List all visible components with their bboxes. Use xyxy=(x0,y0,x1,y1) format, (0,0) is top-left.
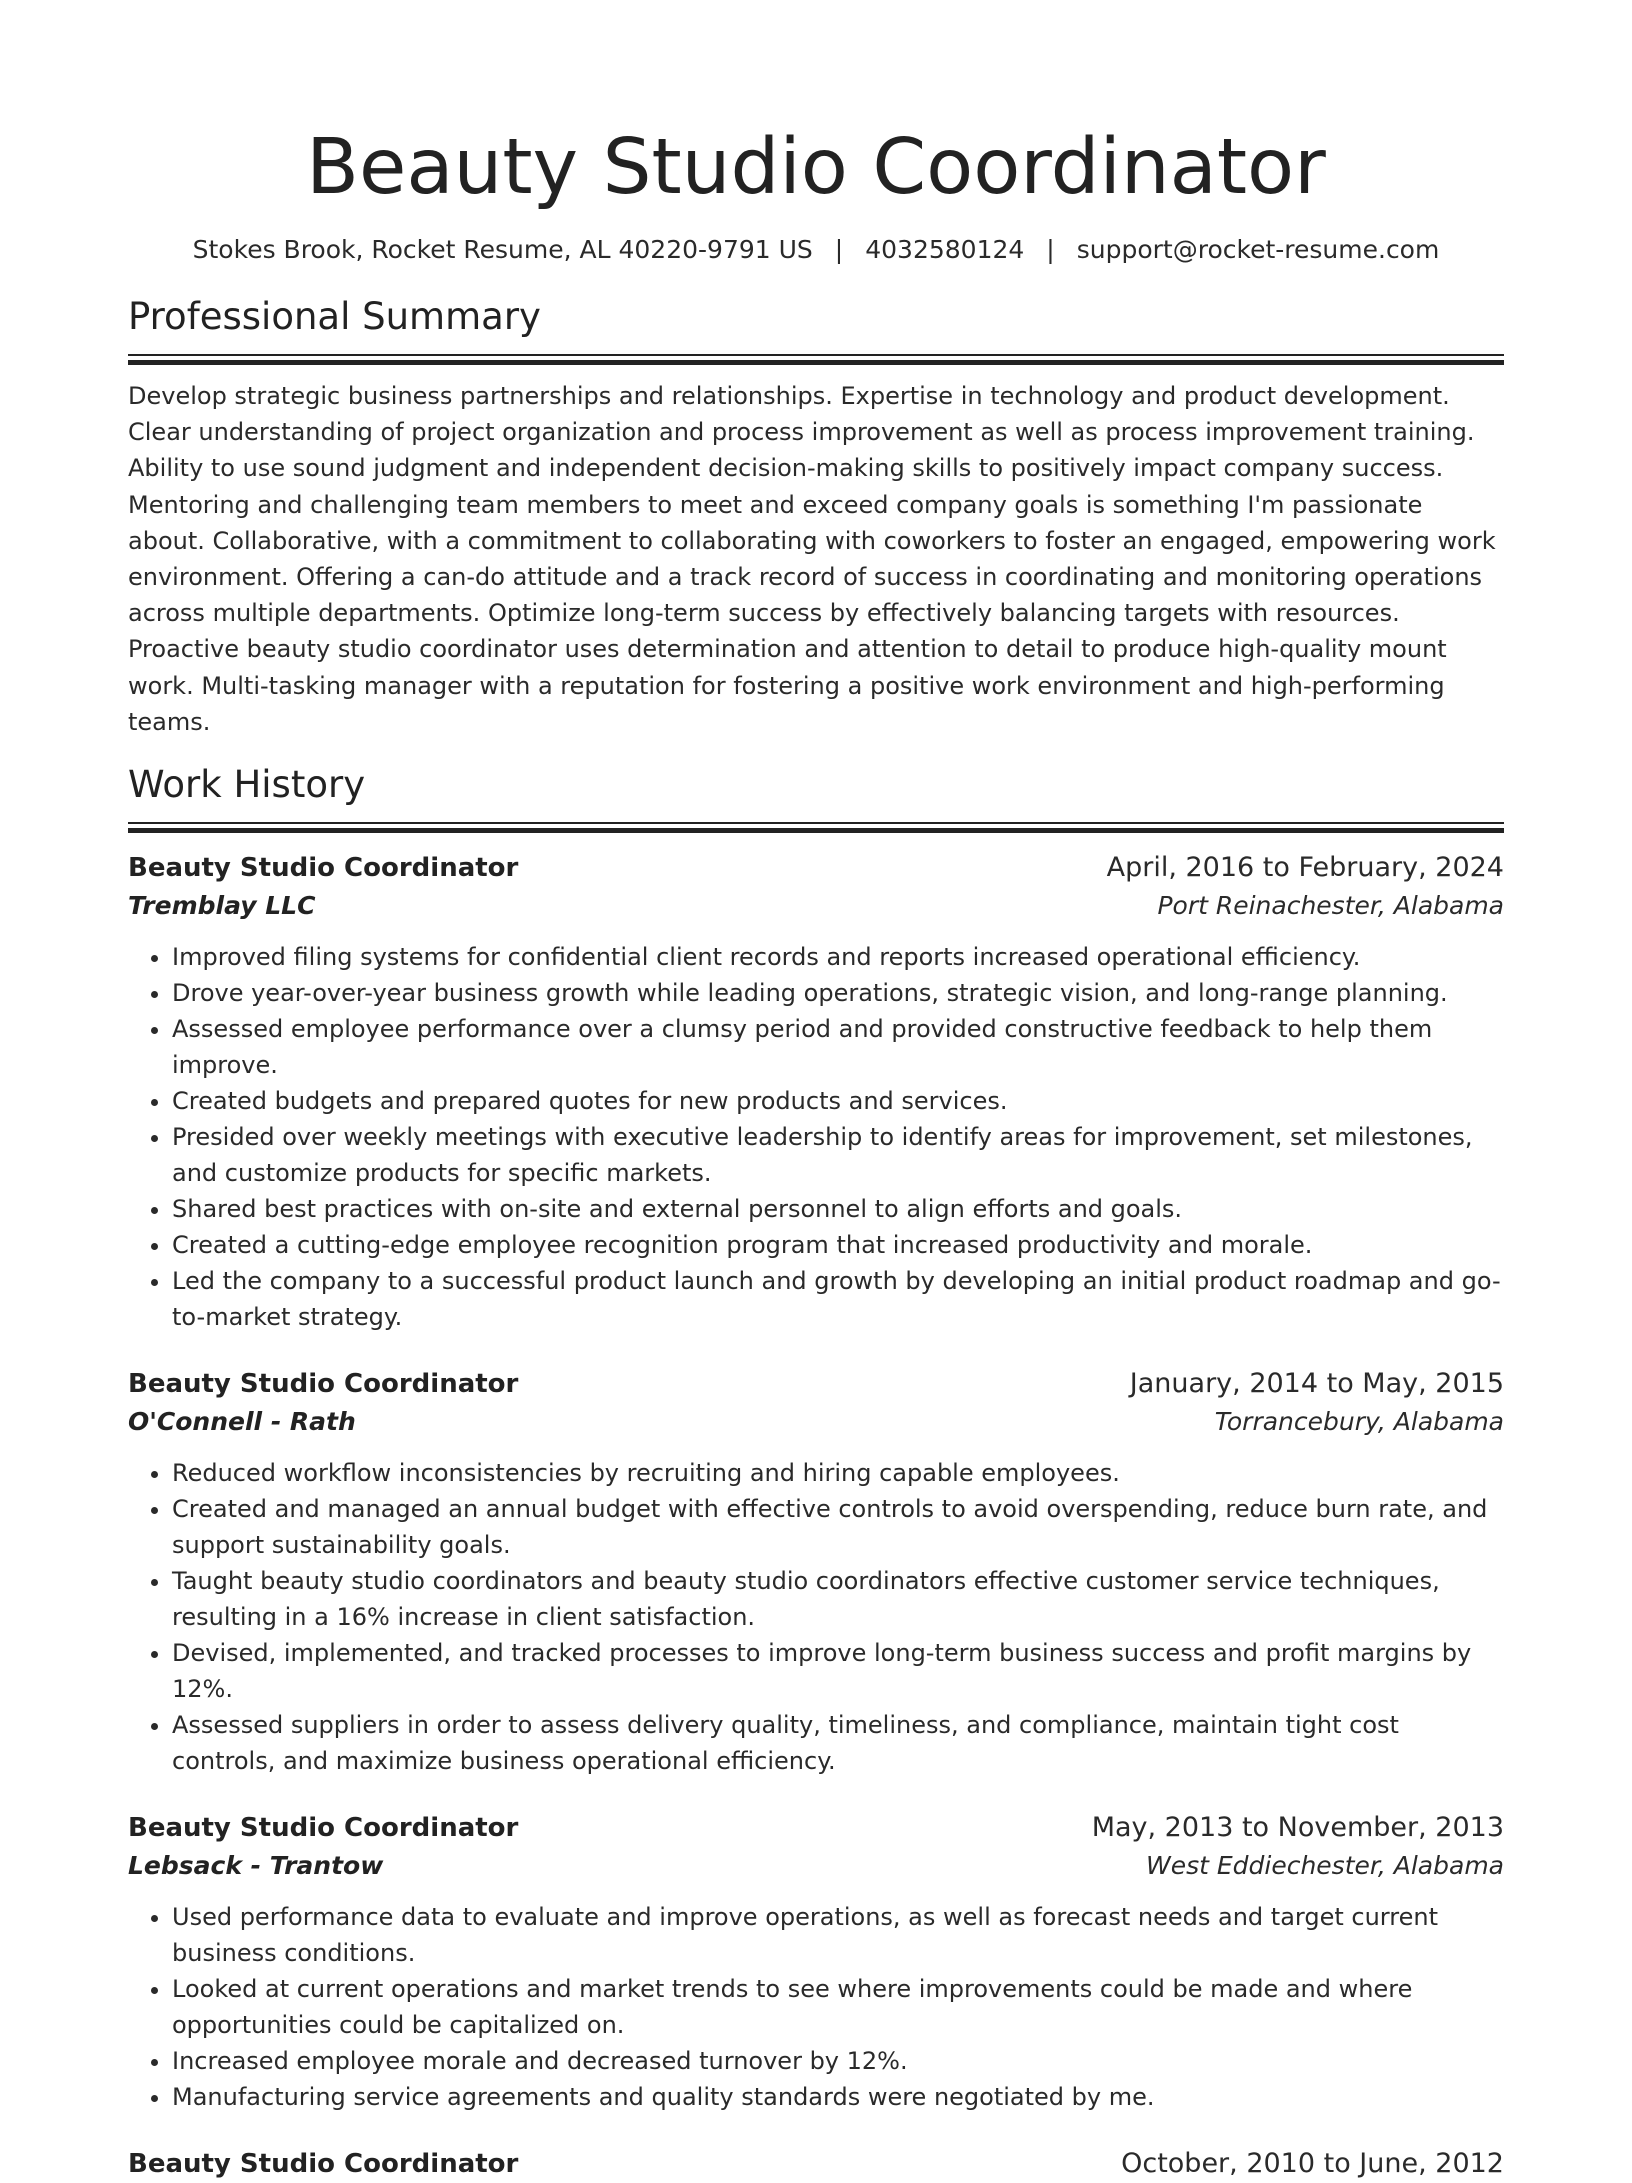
job-dates: May, 2013 to November, 2013 xyxy=(1091,1812,1504,1844)
section-divider xyxy=(128,354,1504,364)
job-bullets xyxy=(128,1899,1504,2115)
job-title: Beauty Studio Coordinator xyxy=(128,2149,519,2180)
job-bullet: • Manufacturing service agreements and quality standards were negotiated by me. xyxy=(172,2079,1504,2115)
contact-phone: 4032580124 xyxy=(865,235,1025,264)
job-bullet: • Led the company to a successful product launch and growth by developing an initial product roadmap and go-to-market strategy. xyxy=(172,1263,1504,1335)
job-dates: January, 2014 to May, 2015 xyxy=(1129,1368,1504,1400)
job-subheader xyxy=(128,887,1504,925)
section-divider xyxy=(128,822,1504,832)
job-header xyxy=(128,2145,1504,2183)
job-bullet: • Assessed suppliers in order to assess delivery quality, timeliness, and compliance, maintain tight cost controls, and maximize business operational efficiency. xyxy=(172,1707,1504,1779)
summary-text: Develop strategic business partnerships and relationships. Expertise in technology and product development. Clear understanding of project organization and process improvement as well as process improvement training. Ability to use sound judgment and independent decision-making skills to positively impact company success. Mentoring and challenging team members to meet and exceed company goals is something I'm passionate about. Collaborative, with a commitment to collaborating with coworkers to foster an engaged, empowering work environment. Offering a can-do attitude and a track record of success in coordinating and monitoring operations across multiple departments. Optimize long-term success by effectively balancing targets with resources. Proactive beauty studio coordinator uses determination and attention to detail to produce high-quality mount work. Multi-tasking manager with a reputation for fostering a positive work environment and high-performing teams. xyxy=(128,382,1496,736)
contact-line xyxy=(128,234,1504,266)
job-entry xyxy=(128,849,1504,1335)
job-dates: October, 2010 to June, 2012 xyxy=(1121,2148,1504,2180)
contact-email: support@rocket-resume.com xyxy=(1076,235,1440,264)
job-bullet: • Improved filing systems for confidential client records and reports increased operational efficiency. xyxy=(172,939,1504,975)
job-header xyxy=(128,1809,1504,1847)
contact-separator: | xyxy=(834,235,844,264)
job-location: Port Reinachester, Alabama xyxy=(1157,891,1504,921)
job-bullet: • Increased employee morale and decreased turnover by 12%. xyxy=(172,2043,1504,2079)
section-title-work-history: Work History xyxy=(128,763,366,807)
job-subheader xyxy=(128,1847,1504,1885)
job-company: Tremblay LLC xyxy=(128,891,316,921)
contact-separator: | xyxy=(1046,235,1055,264)
job-bullets xyxy=(128,939,1504,1335)
job-title: Beauty Studio Coordinator xyxy=(128,1813,519,1844)
job-header xyxy=(128,849,1504,887)
job-title: Beauty Studio Coordinator xyxy=(128,853,519,884)
resume-page xyxy=(128,0,1504,2183)
resume-name: Beauty Studio Coordinator xyxy=(306,123,1326,212)
contact-address: Stokes Brook, Rocket Resume, AL 40220-9791 US xyxy=(192,235,813,264)
job-dates: April, 2016 to February, 2024 xyxy=(1106,852,1504,884)
work-history-section xyxy=(128,762,1504,2183)
job-bullet: • Shared best practices with on-site and external personnel to align efforts and goals. xyxy=(172,1191,1504,1227)
job-location: West Eddiechester, Alabama xyxy=(1145,1851,1504,1881)
job-bullet: • Devised, implemented, and tracked processes to improve long-term business success and profit margins by 12%. xyxy=(172,1635,1504,1707)
job-bullet: • Created a cutting-edge employee recognition program that increased productivity and morale. xyxy=(172,1227,1504,1263)
job-entry xyxy=(128,2145,1504,2183)
job-subheader xyxy=(128,1403,1504,1441)
job-header xyxy=(128,1365,1504,1403)
job-bullet: • Presided over weekly meetings with executive leadership to identify areas for improvement, set milestones, and customize products for specific markets. xyxy=(172,1119,1504,1191)
job-title: Beauty Studio Coordinator xyxy=(128,1369,519,1400)
job-company: O'Connell - Rath xyxy=(128,1407,356,1437)
job-entry xyxy=(128,1365,1504,1779)
job-location: Torrancebury, Alabama xyxy=(1214,1407,1504,1437)
job-bullet: • Used performance data to evaluate and improve operations, as well as forecast needs and target current business conditions. xyxy=(172,1899,1504,1971)
job-bullets xyxy=(128,1455,1504,1779)
job-bullet: • Created budgets and prepared quotes for new products and services. xyxy=(172,1083,1504,1119)
job-company: Lebsack - Trantow xyxy=(128,1851,384,1881)
job-bullet: • Drove year-over-year business growth while leading operations, strategic vision, and long-range planning. xyxy=(172,975,1504,1011)
job-bullet: • Reduced workflow inconsistencies by recruiting and hiring capable employees. xyxy=(172,1455,1504,1491)
job-bullet: • Created and managed an annual budget with effective controls to avoid overspending, reduce burn rate, and support sustainability goals. xyxy=(172,1491,1504,1563)
job-bullet: • Taught beauty studio coordinators and beauty studio coordinators effective customer service techniques, resulting in a 16% increase in client satisfaction. xyxy=(172,1563,1504,1635)
job-bullet: • Assessed employee performance over a clumsy period and provided constructive feedback to help them improve. xyxy=(172,1011,1504,1083)
job-bullet: • Looked at current operations and market trends to see where improvements could be made and where opportunities could be capitalized on. xyxy=(172,1971,1504,2043)
professional-summary-section xyxy=(128,294,1504,740)
section-title-summary: Professional Summary xyxy=(128,295,541,338)
job-entry xyxy=(128,1809,1504,2115)
